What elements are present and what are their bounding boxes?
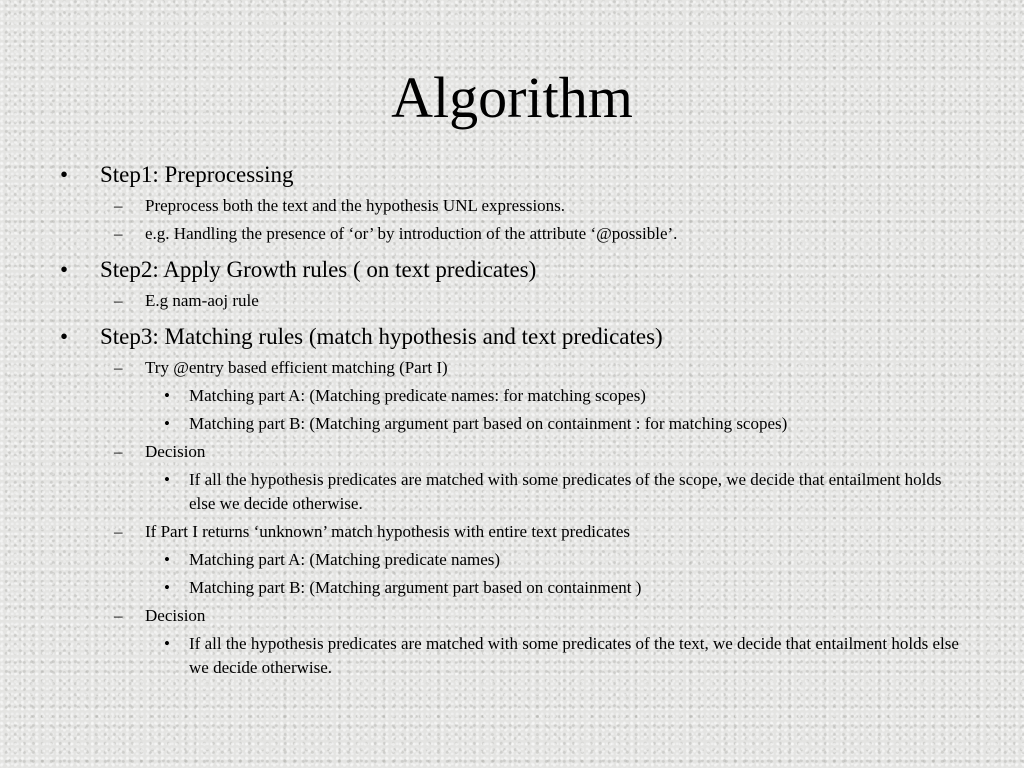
list-item bbox=[60, 194, 960, 218]
bullet-marker: • bbox=[164, 550, 170, 569]
bullet-marker: • bbox=[164, 470, 170, 489]
bullet-marker: • bbox=[60, 324, 69, 349]
list-item-text: Matching part A: (Matching predicate names: for matching scopes) bbox=[189, 386, 646, 405]
list-item-text: e.g. Handling the presence of ‘or’ by introduction of the attribute ‘@possible’. bbox=[145, 224, 678, 243]
list-item-text: If Part I returns ‘unknown’ match hypothesis with entire text predicates bbox=[145, 522, 630, 541]
dash-marker: – bbox=[114, 224, 123, 243]
slide-title: Algorithm bbox=[391, 65, 633, 130]
dash-marker: – bbox=[114, 196, 123, 215]
dash-marker: – bbox=[114, 291, 123, 310]
bullet-marker: • bbox=[164, 414, 170, 433]
list-item-text: Step1: Preprocessing bbox=[100, 162, 294, 187]
list-item-text: Matching part A: (Matching predicate names) bbox=[189, 550, 501, 569]
list-item-text: Preprocess both the text and the hypothesis UNL expressions. bbox=[145, 196, 566, 215]
bullet-marker: • bbox=[164, 386, 170, 405]
list-item bbox=[60, 604, 960, 628]
list-item bbox=[60, 520, 960, 544]
list-item-text: If all the hypothesis predicates are matched with some predicates of the text, we decide that entailment holds else we decide otherwise. bbox=[189, 634, 959, 677]
list-item-text: Decision bbox=[145, 606, 206, 625]
dash-marker: – bbox=[114, 358, 123, 377]
dash-marker: – bbox=[114, 522, 123, 541]
list-item-text: Step3: Matching rules (match hypothesis and text predicates) bbox=[100, 324, 663, 349]
dash-marker: – bbox=[114, 442, 123, 461]
list-item bbox=[60, 255, 960, 285]
bullet-marker: • bbox=[164, 634, 170, 653]
list-item bbox=[60, 440, 960, 464]
list-item bbox=[60, 160, 960, 190]
bullet-list bbox=[60, 160, 960, 680]
list-item-text: Try @entry based efficient matching (Part I) bbox=[145, 358, 448, 377]
bullet-marker: • bbox=[60, 162, 69, 187]
list-item bbox=[60, 632, 960, 680]
list-item bbox=[60, 322, 960, 352]
dash-marker: – bbox=[114, 606, 123, 625]
list-item bbox=[60, 412, 960, 436]
list-item-text: Step2: Apply Growth rules ( on text predicates) bbox=[100, 257, 537, 282]
list-item bbox=[60, 222, 960, 246]
list-item bbox=[60, 576, 960, 600]
list-item-text: Matching part B: (Matching argument part based on containment : for matching scopes) bbox=[189, 414, 788, 433]
list-item-text: Decision bbox=[145, 442, 206, 461]
list-item bbox=[60, 384, 960, 408]
bullet-marker: • bbox=[60, 257, 69, 282]
list-item bbox=[60, 468, 960, 516]
bullet-marker: • bbox=[164, 578, 170, 597]
list-item-text: Matching part B: (Matching argument part based on containment ) bbox=[189, 578, 642, 597]
list-item bbox=[60, 548, 960, 572]
list-item bbox=[60, 289, 960, 313]
list-item bbox=[60, 356, 960, 380]
list-item-text: E.g nam-aoj rule bbox=[145, 291, 259, 310]
list-item-text: If all the hypothesis predicates are matched with some predicates of the scope, we decide that entailment holds else we decide otherwise. bbox=[189, 470, 942, 513]
